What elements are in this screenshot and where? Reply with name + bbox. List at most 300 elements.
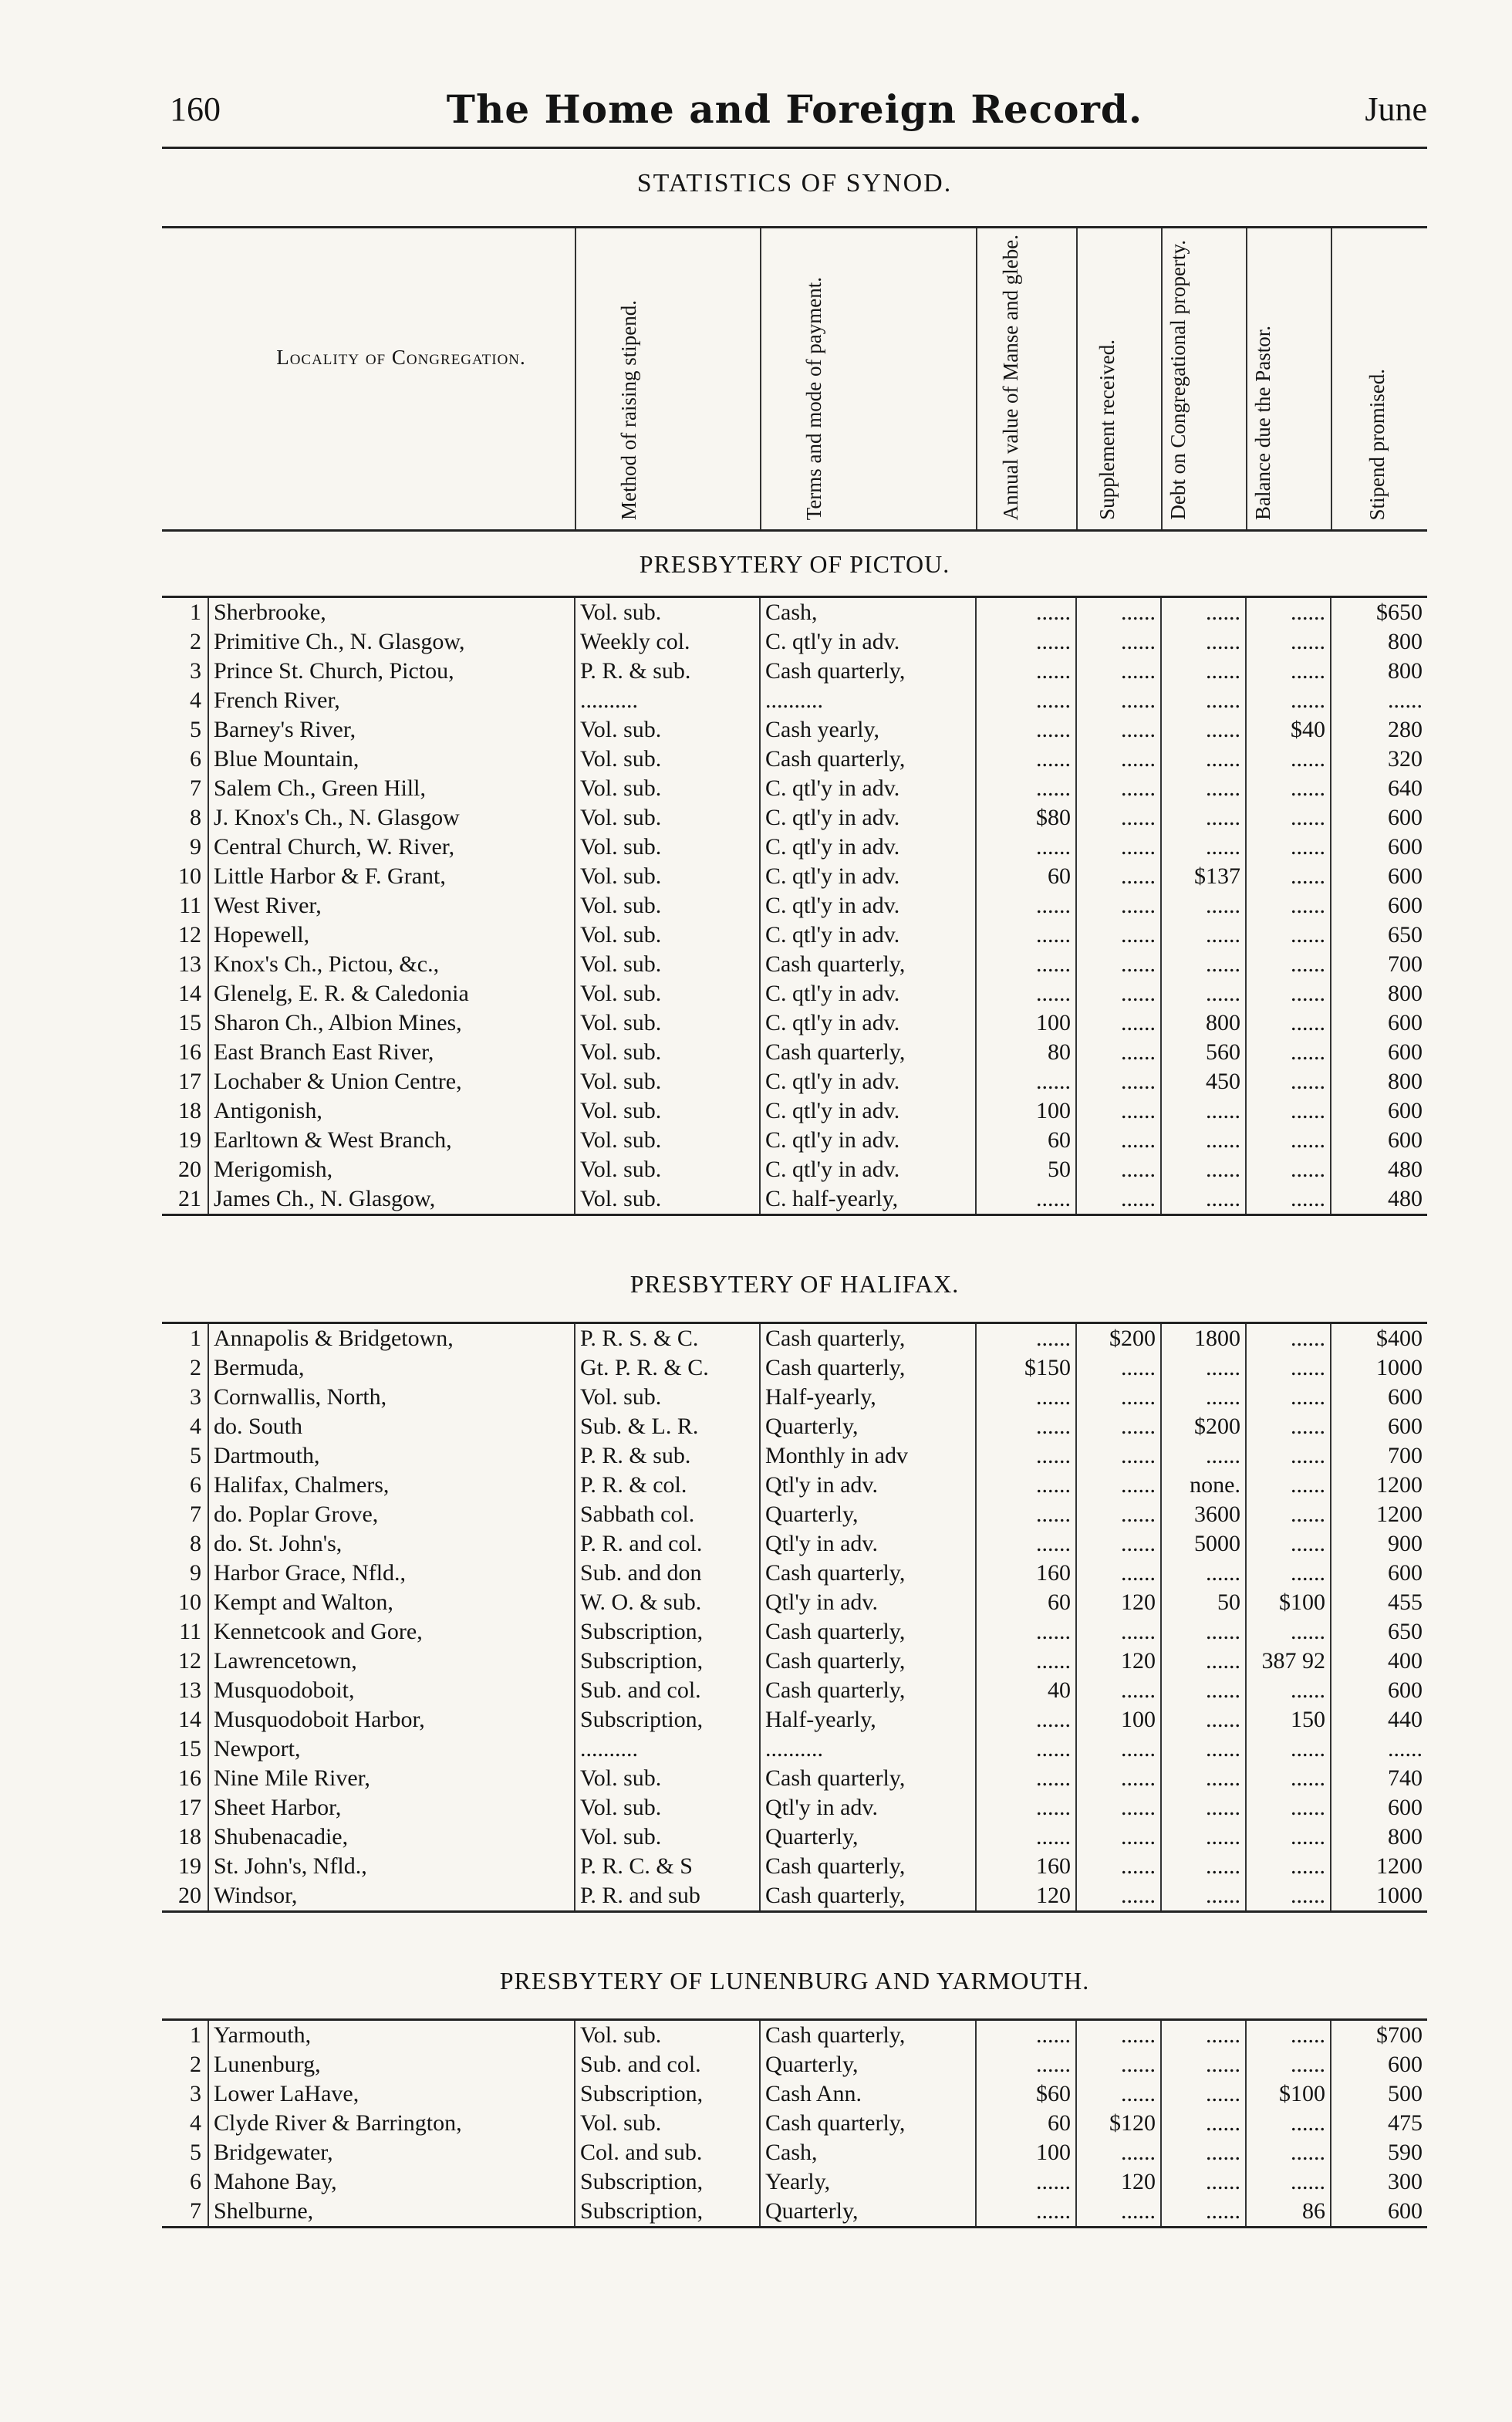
cell-balance: ...... bbox=[1246, 1852, 1331, 1881]
cell-num: 2 bbox=[190, 2052, 201, 2077]
col-divider bbox=[1161, 228, 1163, 529]
cell-supplement: ...... bbox=[1076, 1793, 1161, 1822]
cell-terms: C. qtl'y in adv. bbox=[760, 920, 976, 950]
presbytery-title: PRESBYTERY OF PICTOU. bbox=[639, 550, 950, 578]
col-balance: Balance due the Pastor. bbox=[1251, 326, 1274, 520]
col-divider bbox=[1076, 228, 1078, 529]
cell-terms: Cash quarterly, bbox=[760, 2109, 976, 2138]
cell-debt: ...... bbox=[1161, 1559, 1246, 1588]
cell-num: 5 bbox=[190, 1443, 201, 1468]
cell-debt: ...... bbox=[1161, 950, 1246, 979]
cell-manse: ...... bbox=[976, 1764, 1076, 1793]
table-row bbox=[162, 1617, 1427, 1647]
cell-supplement: ...... bbox=[1076, 597, 1161, 628]
cell-debt: 50 bbox=[1161, 1588, 1246, 1617]
cell-stipend: ...... bbox=[1331, 686, 1427, 715]
cell-manse: ...... bbox=[976, 745, 1076, 774]
cell-method: Subscription, bbox=[575, 2079, 760, 2109]
cell-stipend: 600 bbox=[1331, 833, 1427, 862]
cell-stipend: 500 bbox=[1331, 2079, 1427, 2109]
cell-debt: ...... bbox=[1161, 1705, 1246, 1735]
cell-num: 1 bbox=[190, 2022, 201, 2048]
cell-terms: Half-yearly, bbox=[760, 1383, 976, 1412]
cell-num: 13 bbox=[178, 951, 201, 977]
cell-locality: Salem Ch., Green Hill, bbox=[208, 774, 575, 803]
cell-balance: ...... bbox=[1246, 774, 1331, 803]
cell-terms: Quarterly, bbox=[760, 2197, 976, 2228]
cell-locality: Antigonish, bbox=[208, 1096, 575, 1126]
cell-debt: ...... bbox=[1161, 657, 1246, 686]
cell-manse: ...... bbox=[976, 1471, 1076, 1500]
cell-supplement: ...... bbox=[1076, 950, 1161, 979]
cell-manse: 100 bbox=[976, 2138, 1076, 2167]
cell-debt: ...... bbox=[1161, 2050, 1246, 2079]
cell-locality: Musquodoboit Harbor, bbox=[208, 1705, 575, 1735]
cell-num: 5 bbox=[190, 2140, 201, 2165]
table-row bbox=[162, 1067, 1427, 1096]
col-manse: Annual value of Manse and glebe. bbox=[999, 234, 1022, 520]
cell-balance: $100 bbox=[1246, 2079, 1331, 2109]
col-divider bbox=[976, 228, 977, 529]
cell-num: 19 bbox=[178, 1853, 201, 1879]
cell-debt: ...... bbox=[1161, 1155, 1246, 1184]
cell-num: 11 bbox=[179, 1619, 201, 1644]
cell-terms: Cash quarterly, bbox=[760, 1323, 976, 1354]
cell-method: Vol. sub. bbox=[575, 979, 760, 1008]
cell-locality: Yarmouth, bbox=[208, 2020, 575, 2051]
cell-terms: Half-yearly, bbox=[760, 1705, 976, 1735]
cell-num: 1 bbox=[190, 600, 201, 625]
cell-method: Vol. sub. bbox=[575, 1155, 760, 1184]
cell-locality: Bridgewater, bbox=[208, 2138, 575, 2167]
cell-balance: ...... bbox=[1246, 2050, 1331, 2079]
cell-stipend: 600 bbox=[1331, 1096, 1427, 1126]
cell-num: 8 bbox=[190, 805, 201, 830]
cell-balance: ...... bbox=[1246, 1096, 1331, 1126]
table-row bbox=[162, 2079, 1427, 2109]
cell-balance: $100 bbox=[1246, 1588, 1331, 1617]
cell-num: 4 bbox=[190, 687, 201, 713]
cell-stipend: 800 bbox=[1331, 1822, 1427, 1852]
cell-num: 5 bbox=[190, 717, 201, 742]
table-row bbox=[162, 2138, 1427, 2167]
cell-locality: James Ch., N. Glasgow, bbox=[208, 1184, 575, 1215]
cell-method: Vol. sub. bbox=[575, 774, 760, 803]
cell-num: 7 bbox=[190, 775, 201, 801]
cell-balance: ...... bbox=[1246, 627, 1331, 657]
cell-supplement: ...... bbox=[1076, 891, 1161, 920]
cell-manse: ...... bbox=[976, 2197, 1076, 2228]
table-row bbox=[162, 597, 1427, 628]
table-row bbox=[162, 2109, 1427, 2138]
cell-method: Vol. sub. bbox=[575, 1184, 760, 1215]
cell-num: 17 bbox=[178, 1069, 201, 1094]
cell-locality: do. Poplar Grove, bbox=[208, 1500, 575, 1529]
cell-method: Vol. sub. bbox=[575, 2109, 760, 2138]
table-row bbox=[162, 1588, 1427, 1617]
cell-method: Vol. sub. bbox=[575, 833, 760, 862]
cell-stipend: 600 bbox=[1331, 1676, 1427, 1705]
cell-stipend: 800 bbox=[1331, 627, 1427, 657]
cell-method: P. R. & col. bbox=[575, 1471, 760, 1500]
cell-balance: ...... bbox=[1246, 1559, 1331, 1588]
cell-method: Vol. sub. bbox=[575, 803, 760, 833]
cell-stipend: 590 bbox=[1331, 2138, 1427, 2167]
cell-balance: ...... bbox=[1246, 2020, 1331, 2051]
cell-method: P. R. and col. bbox=[575, 1529, 760, 1559]
cell-manse: ...... bbox=[976, 657, 1076, 686]
cell-locality: Harbor Grace, Nfld., bbox=[208, 1559, 575, 1588]
cell-debt: 3600 bbox=[1161, 1500, 1246, 1529]
cell-supplement: ...... bbox=[1076, 657, 1161, 686]
cell-terms: Cash quarterly, bbox=[760, 1647, 976, 1676]
cell-num: 3 bbox=[190, 658, 201, 684]
cell-method: Vol. sub. bbox=[575, 1038, 760, 1067]
cell-method: Vol. sub. bbox=[575, 597, 760, 628]
cell-debt: ...... bbox=[1161, 597, 1246, 628]
cell-balance: ...... bbox=[1246, 1067, 1331, 1096]
table-row bbox=[162, 1155, 1427, 1184]
cell-terms: C. qtl'y in adv. bbox=[760, 833, 976, 862]
cell-stipend: 600 bbox=[1331, 2050, 1427, 2079]
cell-stipend: 600 bbox=[1331, 891, 1427, 920]
cell-stipend: 475 bbox=[1331, 2109, 1427, 2138]
table-row bbox=[162, 1764, 1427, 1793]
cell-num: 2 bbox=[190, 1355, 201, 1380]
cell-method: Gt. P. R. & C. bbox=[575, 1353, 760, 1383]
cell-balance: ...... bbox=[1246, 1881, 1331, 1912]
cell-terms: Yearly, bbox=[760, 2167, 976, 2197]
cell-stipend: 600 bbox=[1331, 1038, 1427, 1067]
cell-manse: ...... bbox=[976, 1529, 1076, 1559]
cell-manse: ...... bbox=[976, 1647, 1076, 1676]
col-debt: Debt on Congregational property. bbox=[1166, 240, 1190, 520]
cell-method: Vol. sub. bbox=[575, 1822, 760, 1852]
cell-locality: West River, bbox=[208, 891, 575, 920]
cell-stipend: 300 bbox=[1331, 2167, 1427, 2197]
cell-locality: Prince St. Church, Pictou, bbox=[208, 657, 575, 686]
cell-manse: 100 bbox=[976, 1008, 1076, 1038]
table-row bbox=[162, 2020, 1427, 2051]
cell-num: 16 bbox=[178, 1039, 201, 1065]
cell-balance: ...... bbox=[1246, 1735, 1331, 1764]
cell-locality: Sheet Harbor, bbox=[208, 1793, 575, 1822]
cell-locality: Annapolis & Bridgetown, bbox=[208, 1323, 575, 1354]
cell-terms: Quarterly, bbox=[760, 1412, 976, 1441]
cell-stipend: 800 bbox=[1331, 1067, 1427, 1096]
cell-manse: $60 bbox=[976, 2079, 1076, 2109]
page-header bbox=[162, 85, 1427, 132]
cell-debt: ...... bbox=[1161, 803, 1246, 833]
cell-locality: Sherbrooke, bbox=[208, 597, 575, 628]
table-row bbox=[162, 1353, 1427, 1383]
cell-method: Vol. sub. bbox=[575, 1067, 760, 1096]
cell-debt: ...... bbox=[1161, 1764, 1246, 1793]
cell-debt: 800 bbox=[1161, 1008, 1246, 1038]
cell-manse: 40 bbox=[976, 1676, 1076, 1705]
cell-terms: Qtl'y in adv. bbox=[760, 1793, 976, 1822]
cell-manse: ...... bbox=[976, 1067, 1076, 1096]
table-row bbox=[162, 833, 1427, 862]
cell-method: .......... bbox=[575, 686, 760, 715]
table-row bbox=[162, 745, 1427, 774]
cell-terms: Cash quarterly, bbox=[760, 1353, 976, 1383]
col-stipend: Stipend promised. bbox=[1365, 368, 1389, 520]
cell-terms: C. qtl'y in adv. bbox=[760, 979, 976, 1008]
cell-num: 18 bbox=[178, 1824, 201, 1849]
cell-debt: $137 bbox=[1161, 862, 1246, 891]
cell-debt: ...... bbox=[1161, 1647, 1246, 1676]
cell-stipend: $650 bbox=[1331, 597, 1427, 628]
cell-debt: ...... bbox=[1161, 1184, 1246, 1215]
cell-manse: 60 bbox=[976, 1126, 1076, 1155]
cell-debt: ...... bbox=[1161, 1441, 1246, 1471]
cell-debt: 1800 bbox=[1161, 1323, 1246, 1354]
cell-manse: ...... bbox=[976, 2050, 1076, 2079]
cell-debt: ...... bbox=[1161, 1383, 1246, 1412]
cell-debt: ...... bbox=[1161, 2020, 1246, 2051]
cell-supplement: ...... bbox=[1076, 1067, 1161, 1096]
cell-supplement: ...... bbox=[1076, 1412, 1161, 1441]
cell-supplement: ...... bbox=[1076, 2138, 1161, 2167]
cell-locality: Glenelg, E. R. & Caledonia bbox=[208, 979, 575, 1008]
cell-balance: ...... bbox=[1246, 1764, 1331, 1793]
cell-method: Vol. sub. bbox=[575, 2020, 760, 2051]
cell-manse: ...... bbox=[976, 833, 1076, 862]
cell-debt: ...... bbox=[1161, 1852, 1246, 1881]
cell-locality: Lawrencetown, bbox=[208, 1647, 575, 1676]
cell-manse: ...... bbox=[976, 1793, 1076, 1822]
table-row bbox=[162, 627, 1427, 657]
cell-debt: ...... bbox=[1161, 686, 1246, 715]
cell-debt: ...... bbox=[1161, 2109, 1246, 2138]
column-headers bbox=[162, 226, 1427, 532]
cell-locality: Primitive Ch., N. Glasgow, bbox=[208, 627, 575, 657]
cell-manse: 60 bbox=[976, 862, 1076, 891]
cell-num: 19 bbox=[178, 1127, 201, 1153]
cell-balance: ...... bbox=[1246, 1323, 1331, 1354]
cell-stipend: 1200 bbox=[1331, 1852, 1427, 1881]
cell-stipend: 650 bbox=[1331, 1617, 1427, 1647]
cell-locality: Lower LaHave, bbox=[208, 2079, 575, 2109]
cell-debt: ...... bbox=[1161, 2079, 1246, 2109]
table-row bbox=[162, 2050, 1427, 2079]
cell-terms: C. qtl'y in adv. bbox=[760, 774, 976, 803]
cell-method: Col. and sub. bbox=[575, 2138, 760, 2167]
cell-balance: ...... bbox=[1246, 597, 1331, 628]
cell-locality: Merigomish, bbox=[208, 1155, 575, 1184]
cell-locality: St. John's, Nfld., bbox=[208, 1852, 575, 1881]
cell-stipend: ...... bbox=[1331, 1735, 1427, 1764]
cell-manse: ...... bbox=[976, 920, 1076, 950]
cell-debt: none. bbox=[1161, 1471, 1246, 1500]
cell-manse: ...... bbox=[976, 1617, 1076, 1647]
cell-manse: 60 bbox=[976, 1588, 1076, 1617]
cell-stipend: 800 bbox=[1331, 657, 1427, 686]
cell-debt: ...... bbox=[1161, 2138, 1246, 2167]
cell-manse: ...... bbox=[976, 1184, 1076, 1215]
presbytery-sections bbox=[162, 550, 1427, 2228]
cell-balance: ...... bbox=[1246, 1155, 1331, 1184]
cell-supplement: ...... bbox=[1076, 1881, 1161, 1912]
cell-locality: Sharon Ch., Albion Mines, bbox=[208, 1008, 575, 1038]
cell-terms: C. half-yearly, bbox=[760, 1184, 976, 1215]
cell-locality: Nine Mile River, bbox=[208, 1764, 575, 1793]
cell-num: 6 bbox=[190, 1472, 201, 1498]
cell-terms: Cash quarterly, bbox=[760, 1676, 976, 1705]
cell-supplement: ...... bbox=[1076, 803, 1161, 833]
table-row bbox=[162, 1441, 1427, 1471]
cell-balance: $40 bbox=[1246, 715, 1331, 745]
cell-supplement: ...... bbox=[1076, 1676, 1161, 1705]
cell-debt: ...... bbox=[1161, 1617, 1246, 1647]
presbytery-table bbox=[162, 596, 1427, 1216]
presbytery-title: PRESBYTERY OF LUNENBURG AND YARMOUTH. bbox=[499, 1967, 1090, 1995]
cell-debt: ...... bbox=[1161, 1676, 1246, 1705]
cell-locality: do. St. John's, bbox=[208, 1529, 575, 1559]
cell-stipend: 1000 bbox=[1331, 1881, 1427, 1912]
cell-debt: ...... bbox=[1161, 774, 1246, 803]
cell-supplement: ...... bbox=[1076, 1735, 1161, 1764]
cell-balance: ...... bbox=[1246, 1471, 1331, 1500]
cell-debt: 560 bbox=[1161, 1038, 1246, 1067]
cell-supplement: ...... bbox=[1076, 1529, 1161, 1559]
cell-balance: ...... bbox=[1246, 1353, 1331, 1383]
cell-manse: ...... bbox=[976, 1735, 1076, 1764]
cell-terms: Monthly in adv bbox=[760, 1441, 976, 1471]
cell-terms: Quarterly, bbox=[760, 1822, 976, 1852]
cell-stipend: 640 bbox=[1331, 774, 1427, 803]
cell-num: 7 bbox=[190, 2198, 201, 2224]
cell-method: Vol. sub. bbox=[575, 920, 760, 950]
cell-stipend: 280 bbox=[1331, 715, 1427, 745]
cell-debt: ...... bbox=[1161, 2197, 1246, 2228]
cell-supplement: ...... bbox=[1076, 1096, 1161, 1126]
cell-num: 13 bbox=[178, 1677, 201, 1703]
cell-balance: ...... bbox=[1246, 1383, 1331, 1412]
cell-balance: ...... bbox=[1246, 950, 1331, 979]
table-row bbox=[162, 920, 1427, 950]
cell-balance: ...... bbox=[1246, 2109, 1331, 2138]
cell-num: 16 bbox=[178, 1765, 201, 1791]
cell-method: Subscription, bbox=[575, 1617, 760, 1647]
cell-num: 20 bbox=[178, 1157, 201, 1182]
cell-manse: ...... bbox=[976, 1323, 1076, 1354]
cell-balance: ...... bbox=[1246, 745, 1331, 774]
cell-method: Subscription, bbox=[575, 1705, 760, 1735]
cell-manse: ...... bbox=[976, 627, 1076, 657]
cell-terms: Cash quarterly, bbox=[760, 1559, 976, 1588]
cell-debt: ...... bbox=[1161, 715, 1246, 745]
cell-supplement: ...... bbox=[1076, 2079, 1161, 2109]
table-row bbox=[162, 1008, 1427, 1038]
cell-stipend: 440 bbox=[1331, 1705, 1427, 1735]
cell-stipend: 600 bbox=[1331, 803, 1427, 833]
cell-supplement: ...... bbox=[1076, 1126, 1161, 1155]
cell-locality: Clyde River & Barrington, bbox=[208, 2109, 575, 2138]
cell-terms: C. qtl'y in adv. bbox=[760, 891, 976, 920]
cell-supplement: 120 bbox=[1076, 1647, 1161, 1676]
cell-locality: Shelburne, bbox=[208, 2197, 575, 2228]
cell-locality: French River, bbox=[208, 686, 575, 715]
cell-method: Subscription, bbox=[575, 2197, 760, 2228]
table-row bbox=[162, 774, 1427, 803]
table-row bbox=[162, 1471, 1427, 1500]
cell-method: P. R. & sub. bbox=[575, 657, 760, 686]
cell-terms: Cash, bbox=[760, 2138, 976, 2167]
table-row bbox=[162, 1412, 1427, 1441]
cell-manse: ...... bbox=[976, 979, 1076, 1008]
cell-manse: ...... bbox=[976, 950, 1076, 979]
cell-stipend: 600 bbox=[1331, 1008, 1427, 1038]
cell-balance: ...... bbox=[1246, 1617, 1331, 1647]
cell-debt: 450 bbox=[1161, 1067, 1246, 1096]
cell-balance: ...... bbox=[1246, 862, 1331, 891]
cell-terms: Cash quarterly, bbox=[760, 745, 976, 774]
table-row bbox=[162, 1323, 1427, 1354]
cell-debt: ...... bbox=[1161, 833, 1246, 862]
cell-method: Weekly col. bbox=[575, 627, 760, 657]
cell-method: Vol. sub. bbox=[575, 715, 760, 745]
cell-terms: Cash quarterly, bbox=[760, 2020, 976, 2051]
cell-num: 1 bbox=[190, 1326, 201, 1351]
cell-stipend: 1200 bbox=[1331, 1500, 1427, 1529]
cell-stipend: 600 bbox=[1331, 1793, 1427, 1822]
cell-terms: Cash quarterly, bbox=[760, 1617, 976, 1647]
cell-balance: ...... bbox=[1246, 979, 1331, 1008]
cell-debt: ...... bbox=[1161, 1096, 1246, 1126]
cell-supplement: ...... bbox=[1076, 1184, 1161, 1215]
cell-terms: C. qtl'y in adv. bbox=[760, 1096, 976, 1126]
cell-stipend: 1000 bbox=[1331, 1353, 1427, 1383]
cell-terms: .......... bbox=[760, 1735, 976, 1764]
table-row bbox=[162, 1852, 1427, 1881]
cell-method: Sub. and col. bbox=[575, 2050, 760, 2079]
cell-locality: Bermuda, bbox=[208, 1353, 575, 1383]
cell-method: P. R. and sub bbox=[575, 1881, 760, 1912]
table-row bbox=[162, 657, 1427, 686]
cell-terms: Cash quarterly, bbox=[760, 1764, 976, 1793]
cell-manse: ...... bbox=[976, 2020, 1076, 2051]
cell-supplement: ...... bbox=[1076, 2050, 1161, 2079]
cell-num: 12 bbox=[178, 922, 201, 948]
cell-manse: ...... bbox=[976, 891, 1076, 920]
cell-locality: Blue Mountain, bbox=[208, 745, 575, 774]
table-row bbox=[162, 803, 1427, 833]
cell-supplement: $200 bbox=[1076, 1323, 1161, 1354]
cell-num: 7 bbox=[190, 1502, 201, 1527]
cell-balance: 150 bbox=[1246, 1705, 1331, 1735]
cell-stipend: 320 bbox=[1331, 745, 1427, 774]
table-row bbox=[162, 1793, 1427, 1822]
cell-terms: Cash quarterly, bbox=[760, 950, 976, 979]
cell-balance: ...... bbox=[1246, 2167, 1331, 2197]
cell-stipend: 600 bbox=[1331, 1412, 1427, 1441]
cell-balance: ...... bbox=[1246, 2138, 1331, 2167]
cell-manse: $80 bbox=[976, 803, 1076, 833]
cell-num: 3 bbox=[190, 2081, 201, 2106]
cell-supplement: ...... bbox=[1076, 1471, 1161, 1500]
cell-stipend: 800 bbox=[1331, 979, 1427, 1008]
cell-terms: C. qtl'y in adv. bbox=[760, 1067, 976, 1096]
cell-stipend: 600 bbox=[1331, 1126, 1427, 1155]
cell-manse: 100 bbox=[976, 1096, 1076, 1126]
cell-supplement: ...... bbox=[1076, 862, 1161, 891]
journal-page bbox=[162, 85, 1427, 2228]
cell-num: 4 bbox=[190, 1414, 201, 1439]
cell-method: Vol. sub. bbox=[575, 862, 760, 891]
cell-supplement: ...... bbox=[1076, 1441, 1161, 1471]
